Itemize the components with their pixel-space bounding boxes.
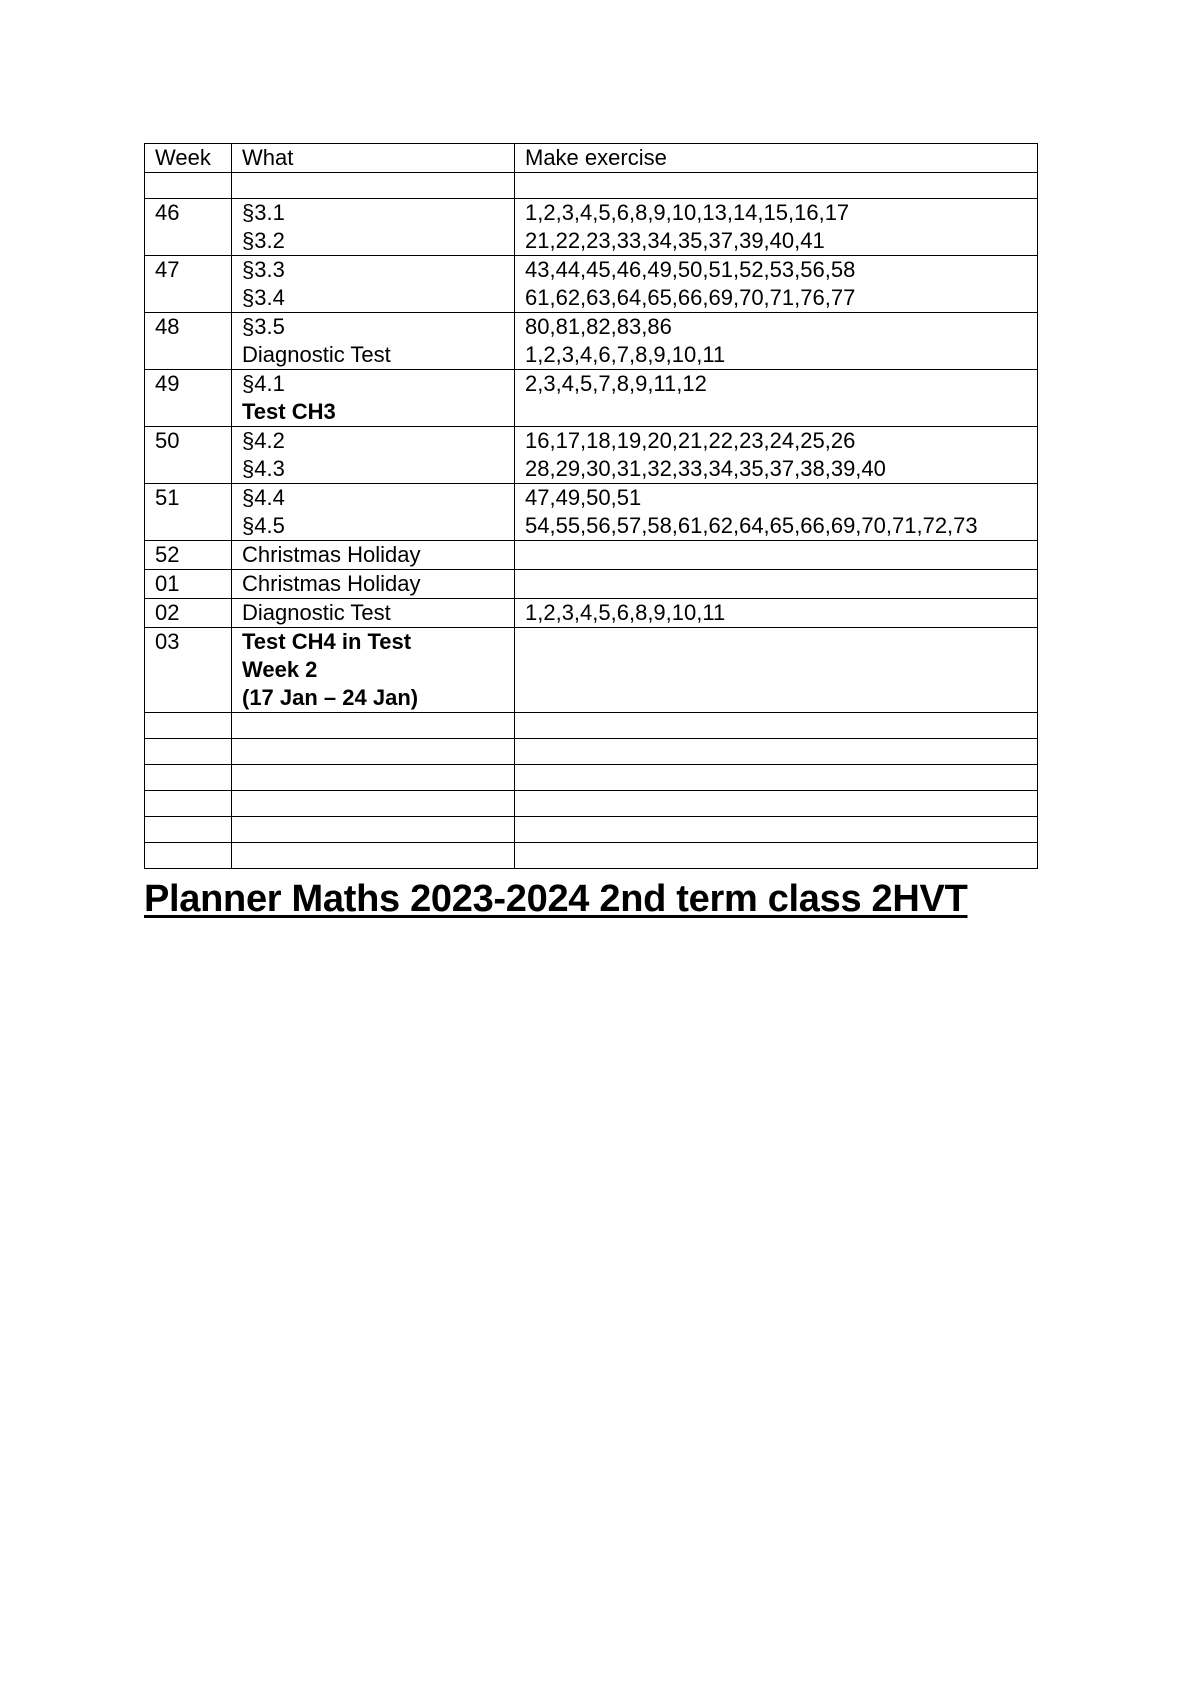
what-line: §4.1 (242, 371, 285, 396)
what-line: §4.2 (242, 428, 285, 453)
table-row (145, 541, 1038, 570)
table-cell (515, 843, 1038, 869)
week-cell: 03 (145, 628, 232, 713)
table-cell (232, 173, 515, 199)
exercise-cell (515, 370, 1038, 427)
week-cell: 02 (145, 599, 232, 628)
table-row (145, 628, 1038, 713)
exercise-cell (515, 199, 1038, 256)
week-cell: 46 (145, 199, 232, 256)
what-cell (232, 628, 515, 713)
what-cell (232, 570, 515, 599)
what-line: Diagnostic Test (242, 600, 391, 625)
table-cell (145, 765, 232, 791)
exercise-cell (515, 313, 1038, 370)
table-cell (515, 791, 1038, 817)
exercise-cell (515, 570, 1038, 599)
exercise-line: 16,17,18,19,20,21,22,23,24,25,26 (525, 428, 856, 453)
document-title: Planner Maths 2023-2024 2nd term class 2HVT (144, 878, 968, 920)
exercise-cell (515, 628, 1038, 713)
table-row-empty (145, 173, 1038, 199)
table-cell (145, 817, 232, 843)
table-cell (515, 739, 1038, 765)
week-cell: 49 (145, 370, 232, 427)
table-cell (145, 173, 232, 199)
what-line: §3.5 (242, 314, 285, 339)
table-cell (515, 765, 1038, 791)
table-cell (232, 765, 515, 791)
table-cell (145, 739, 232, 765)
what-line: §3.3 (242, 257, 285, 282)
table-row-empty (145, 791, 1038, 817)
week-cell: 48 (145, 313, 232, 370)
table-row-empty (145, 765, 1038, 791)
what-line: Christmas Holiday (242, 571, 421, 596)
exercise-cell (515, 484, 1038, 541)
exercise-cell (515, 427, 1038, 484)
what-line-bold: Week 2 (242, 657, 318, 682)
what-cell (232, 599, 515, 628)
exercise-cell (515, 541, 1038, 570)
exercise-line: 21,22,23,33,34,35,37,39,40,41 (525, 228, 825, 253)
week-cell: 01 (145, 570, 232, 599)
what-line-bold: (17 Jan – 24 Jan) (242, 685, 419, 710)
table-row (145, 599, 1038, 628)
what-cell (232, 427, 515, 484)
table-cell (515, 817, 1038, 843)
table-cell (232, 817, 515, 843)
header-exercise: Make exercise (515, 144, 1038, 173)
table-header-row (145, 144, 1038, 173)
header-what: What (232, 144, 515, 173)
what-line: §3.4 (242, 285, 285, 310)
exercise-line: 80,81,82,83,86 (525, 314, 672, 339)
week-cell: 47 (145, 256, 232, 313)
table-cell (232, 739, 515, 765)
table-row-empty (145, 713, 1038, 739)
table-row (145, 199, 1038, 256)
table-row (145, 484, 1038, 541)
table-row-empty (145, 843, 1038, 869)
table-cell (232, 791, 515, 817)
exercise-line: 28,29,30,31,32,33,34,35,37,38,39,40 (525, 456, 886, 481)
exercise-line: 1,2,3,4,6,7,8,9,10,11 (525, 342, 726, 367)
table-cell (145, 713, 232, 739)
week-cell: 51 (145, 484, 232, 541)
exercise-cell (515, 599, 1038, 628)
table-cell (515, 173, 1038, 199)
table-cell (232, 843, 515, 869)
exercise-cell (515, 256, 1038, 313)
exercise-line: 1,2,3,4,5,6,8,9,10,13,14,15,16,17 (525, 200, 850, 225)
what-line: §4.5 (242, 513, 285, 538)
what-cell (232, 484, 515, 541)
table-row (145, 570, 1038, 599)
table-row (145, 256, 1038, 313)
what-cell (232, 313, 515, 370)
exercise-line: 43,44,45,46,49,50,51,52,53,56,58 (525, 257, 856, 282)
what-line: §3.2 (242, 228, 285, 253)
exercise-line: 1,2,3,4,5,6,8,9,10,11 (525, 600, 726, 625)
table-cell (145, 791, 232, 817)
what-line: Diagnostic Test (242, 342, 391, 367)
header-week: Week (145, 144, 232, 173)
what-cell (232, 199, 515, 256)
what-cell (232, 541, 515, 570)
what-line-bold: Test CH3 (242, 399, 336, 424)
exercise-line: 61,62,63,64,65,66,69,70,71,76,77 (525, 285, 856, 310)
what-line: §3.1 (242, 200, 285, 225)
week-cell: 50 (145, 427, 232, 484)
table-cell (145, 843, 232, 869)
what-line: Christmas Holiday (242, 542, 421, 567)
table-row (145, 427, 1038, 484)
exercise-line: 47,49,50,51 (525, 485, 642, 510)
table-row-empty (145, 739, 1038, 765)
what-line: §4.3 (242, 456, 285, 481)
what-cell (232, 256, 515, 313)
what-cell (232, 370, 515, 427)
planner-table (144, 143, 1038, 869)
exercise-line: 2,3,4,5,7,8,9,11,12 (525, 371, 707, 396)
table-cell (232, 713, 515, 739)
what-line: §4.4 (242, 485, 285, 510)
table-row-empty (145, 817, 1038, 843)
table-row (145, 313, 1038, 370)
week-cell: 52 (145, 541, 232, 570)
what-line-bold: Test CH4 in Test (242, 629, 412, 654)
table-cell (515, 713, 1038, 739)
table-row (145, 370, 1038, 427)
exercise-line: 54,55,56,57,58,61,62,64,65,66,69,70,71,72,73 (525, 513, 978, 538)
